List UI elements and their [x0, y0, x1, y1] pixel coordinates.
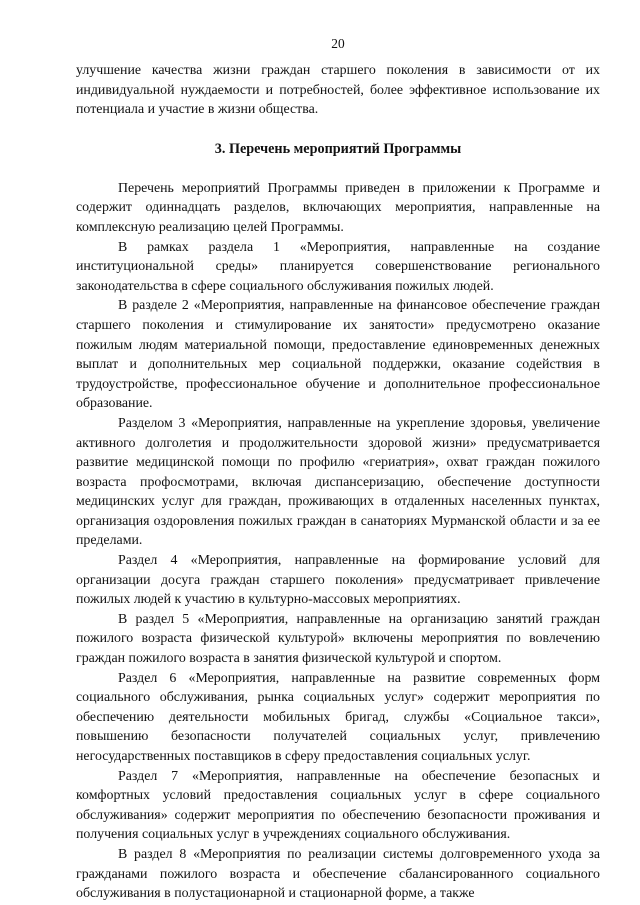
page-number: 20 — [331, 36, 345, 51]
intro-paragraph: улучшение качества жизни граждан старшего поколения в зависимости от их индивидуальной нуждаемости и потребностей, более эффективное использование их потенциала и участие в жизни общества. — [76, 63, 600, 118]
paragraph-section-2: В разделе 2 «Мероприятия, направленные на финансовое обеспечение граждан старшего поколения и стимулирование их занятости» предусмотрено оказание пожилым людям материальной помощи, предоставление единовременных денежных выплат и дополнительных мер социальной поддержки, оказание содействия в трудоустройстве, профессиональное обучение и дополнительное профессиональное образование. — [76, 298, 600, 412]
paragraph-section-1: В рамках раздела 1 «Мероприятия, направленные на создание институциональной среды» планируется совершенствование регионального законодательства в сфере социального обслуживания пожилых людей. — [76, 239, 600, 294]
paragraph-section-4: Раздел 4 «Мероприятия, направленные на формирование условий для организации досуга граждан старшего поколения» предусматривает привлечение пожилых людей к участию в культурно-массовых мероприятиях. — [76, 553, 600, 608]
paragraph-program-overview: Перечень мероприятий Программы приведен в приложении к Программе и содержит одиннадцать разделов, включающих мероприятия, направленные на комплексную реализацию целей Программы. — [76, 180, 600, 235]
paragraph-section-8: В раздел 8 «Мероприятия по реализации системы долговременного ухода за гражданами пожилого возраста и обеспечение сбалансированного социального обслуживания в полустационарной и стационарной форме, а также — [76, 846, 600, 902]
paragraph-section-6: Раздел 6 «Мероприятия, направленные на развитие современных форм социального обслуживания, рынка социальных услуг» содержит мероприятия по обеспечению деятельности мобильных бригад, службы «Социальное такси», повышению безопасности получателей социальных услуг, привлечению негосударственных поставщиков в сферу предоставления социальных услуг. — [76, 670, 600, 764]
paragraph-section-7: Раздел 7 «Мероприятия, направленные на обеспечение безопасных и комфортных условий предоставления социальных услуг в сфере социального обслуживания» содержит мероприятия по обеспечению безопасности проживания и получения социальных услуг в учреждениях социального обслуживания. — [76, 768, 600, 843]
paragraph-section-5: В раздел 5 «Мероприятия, направленные на организацию занятий граждан пожилого возраста физической культурой» включены мероприятия по вовлечению граждан пожилого возраста в занятия физической культурой и спортом. — [76, 611, 600, 667]
section-heading: 3. Перечень мероприятий Программы — [214, 140, 462, 157]
document-page — [76, 36, 600, 904]
paragraph-section-3: Разделом 3 «Мероприятия, направленные на укрепление здоровья, увеличение активного долголетия и продолжительности здоровой жизни» предусматривается развитие медицинской помощи по профилю «гериатрия», охват граждан пожилого возраста профосмотрами, включая диспансеризацию, обеспечение доступности медицинских услуг для граждан, проживающих в отдаленных населенных пунктах, организация оздоровления пожилых граждан в санаториях Мурманской области и за ее пределами. — [76, 415, 600, 549]
